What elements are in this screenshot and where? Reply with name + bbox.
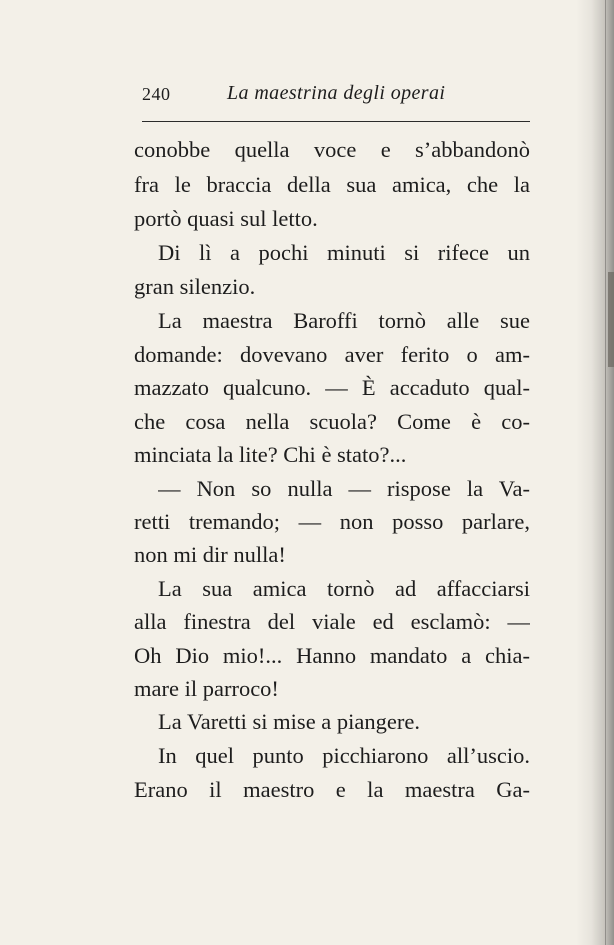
page-number: 240 bbox=[142, 84, 171, 104]
text-line: gran silenzio. bbox=[134, 274, 256, 299]
text-line: Erano il maestro e la maestra Ga- bbox=[134, 777, 530, 802]
text-line: Di lì a pochi minuti si rifece un bbox=[158, 240, 530, 265]
text-line: che cosa nella scuola? Come è co- bbox=[134, 409, 530, 434]
running-title: La maestrina degli operai bbox=[227, 82, 446, 104]
text-line: minciata la lite? Chi è stato?... bbox=[134, 442, 407, 467]
text-line: portò quasi sul letto. bbox=[134, 206, 318, 231]
text-line: — Non so nulla — rispose la Va- bbox=[158, 476, 530, 501]
text-line: mazzato qualcuno. — È accaduto qual- bbox=[134, 375, 530, 400]
text-line: fra le braccia della sua amica, che la bbox=[134, 172, 530, 197]
text-line: Oh Dio mio!... Hanno mandato a chia- bbox=[134, 643, 530, 668]
text-line: conobbe quella voce e s’abbandonò bbox=[134, 137, 530, 162]
text-line: non mi dir nulla! bbox=[134, 542, 286, 567]
text-line: La maestra Baroffi tornò alle sue bbox=[158, 308, 530, 333]
text-line: retti tremando; — non posso parlare, bbox=[134, 509, 530, 534]
text-line: alla finestra del viale ed esclamò: — bbox=[134, 609, 530, 634]
text-line: La Varetti si mise a piangere. bbox=[158, 709, 420, 734]
text-line: In quel punto picchiarono all’uscio. bbox=[158, 743, 530, 768]
text-line: domande: dovevano aver ferito o am- bbox=[134, 342, 530, 367]
text-line: La sua amica tornò ad affacciarsi bbox=[158, 576, 530, 601]
text-line: mare il parroco! bbox=[134, 676, 279, 701]
